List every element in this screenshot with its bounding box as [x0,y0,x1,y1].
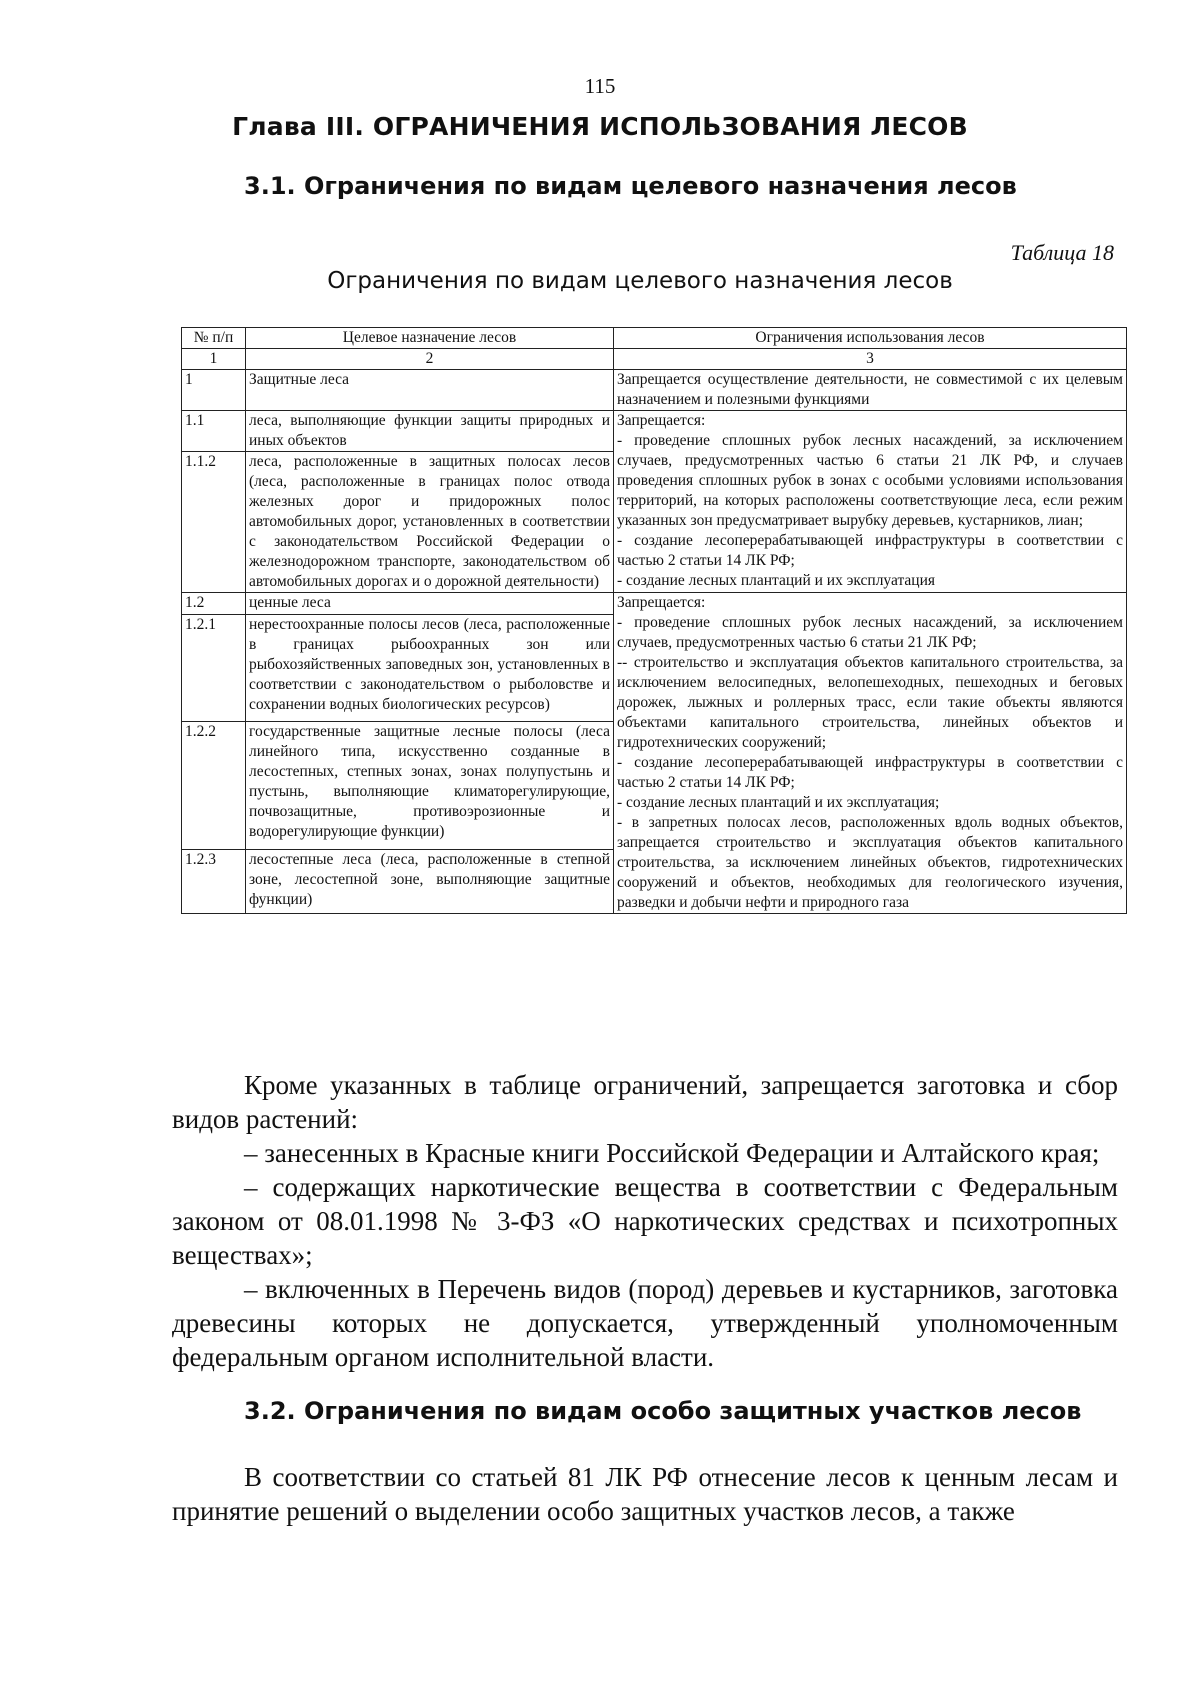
row-purpose: ценные леса [246,593,614,615]
page-number: 115 [584,74,616,98]
restriction-item: - создание лесоперерабатывающей инфраструктуры в соответствии с частью 2 статьи 14 ЛК РФ; [617,532,1123,569]
table-row [182,411,1127,452]
restriction-item: - проведение сплошных рубок лесных насаждений, за исключением случаев, предусмотренных частью 6 статьи 21 ЛК РФ, и случаев проведения сплошных рубок в зонах с особыми условиями использования территорий, на которых расположены соответствующие леса, если режим указанных зон предусматривает вырубку деревьев, кустарников, лиан; [617,432,1123,529]
body-text-block [172,1460,1118,1528]
row-restriction [614,411,1127,593]
row-number: 1.2.1 [182,615,246,722]
row-restriction [614,593,1127,914]
row-purpose: государственные защитные лесные полосы (леса линейного типа, искусственно созданные в лесостепных, степных зонах, зонах полупустынь и пустынь, выполняющие климаторегулирующие, почвозащитные, противоэрозионные и водорегулирующие функции) [246,721,614,849]
body-text-block [172,1068,1118,1374]
row-number: 1.1.2 [182,452,246,593]
header-restrictions: Ограничения использования лесов [614,328,1127,349]
body-paragraph: – включенных в Перечень видов (пород) деревьев и кустарников, заготовка древесины которых не допускается, утвержденный уполномоченным федеральным органом исполнительной власти. [172,1274,1118,1372]
section-title-3-1: 3.1. Ограничения по видам целевого назначения лесов [244,172,1017,200]
column-number: 2 [246,349,614,370]
restriction-item: - создание лесоперерабатывающей инфраструктуры в соответствии с частью 2 статьи 14 ЛК РФ; [617,754,1123,791]
row-number: 1.2.3 [182,849,246,913]
row-restriction: Запрещается осуществление деятельности, не совместимой с их целевым назначением и полезными функциями [614,370,1127,411]
column-number: 1 [182,349,246,370]
body-paragraph: Кроме указанных в таблице ограничений, запрещается заготовка и сбор видов растений: [172,1070,1118,1134]
restriction-item: - в запретных полосах лесов, расположенных вдоль водных объектов, запрещается строительство и эксплуатация объектов капитального строительства, за исключением линейных объектов, гидротехнических сооружений и объектов, необходимых для геологического изучения, разведки и добычи нефти и природного газа [617,814,1123,911]
row-purpose: нерестоохранные полосы лесов (леса, расположенные в границах рыбоохранных зон или рыбохозяйственных заповедных зон, установленных в соответствии с законодательством о рыболовстве и сохранении водных биологических ресурсов) [246,615,614,722]
restriction-heading: Запрещается: [617,594,706,611]
row-purpose: леса, выполняющие функции защиты природных и иных объектов [246,411,614,452]
header-purpose: Целевое назначение лесов [246,328,614,349]
table-row [182,370,1127,411]
restriction-item: -- строительство и эксплуатация объектов капитального строительства, за исключением велосипедных, велопешеходных, пешеходных и беговых дорожек, лыжных и роллерных трасс, если такие объекты являются объектами капитального строительства, линейных объектов и гидротехнических сооружений; [617,654,1123,751]
body-paragraph: В соответствии со статьей 81 ЛК РФ отнесение лесов к ценным лесам и принятие решений о выделении особо защитных участков лесов, а также [172,1462,1118,1526]
row-number: 1.1 [182,411,246,452]
chapter-title: Глава III. ОГРАНИЧЕНИЯ ИСПОЛЬЗОВАНИЯ ЛЕСОВ [232,112,968,141]
restriction-item: - создание лесных плантаций и их эксплуатация [617,572,936,589]
table-caption: Ограничения по видам целевого назначения лесов [327,268,953,294]
body-paragraph: – содержащих наркотические вещества в соответствии с Федеральным законом от 08.01.1998 № 3-ФЗ «О наркотических средствах и психотропных веществах»; [172,1172,1118,1270]
row-purpose: леса, расположенные в защитных полосах лесов (леса, расположенные в границах полос отвода железных дорог и придорожных полос автомобильных дорог, установленных в соответствии с законодательством Российской Федерации о железнодорожном транспорте, законодательством об автомобильных дорогах и о дорожной деятельности) [246,452,614,593]
row-purpose: Защитные леса [246,370,614,411]
section-title-3-2: 3.2. Ограничения по видам особо защитных участков лесов [244,1397,1082,1425]
header-num: № п/п [182,328,246,349]
restrictions-table [181,327,1127,914]
row-purpose: лесостепные леса (леса, расположенные в степной зоне, лесостепной зоне, выполняющие защитные функции) [246,849,614,913]
table-label: Таблица 18 [1010,240,1114,265]
column-number: 3 [614,349,1127,370]
table-row [182,593,1127,615]
table-column-numbers-row [182,349,1127,370]
body-paragraph: – занесенных в Красные книги Российской Федерации и Алтайского края; [244,1138,1100,1168]
restriction-heading: Запрещается: [617,412,706,429]
restriction-item: - создание лесных плантаций и их эксплуатация; [617,794,940,811]
row-number: 1.2 [182,593,246,615]
row-number: 1.2.2 [182,721,246,849]
table-header-row [182,328,1127,349]
restriction-item: - проведение сплошных рубок лесных насаждений, за исключением случаев, предусмотренных частью 6 статьи 21 ЛК РФ; [617,614,1123,651]
row-number: 1 [182,370,246,411]
